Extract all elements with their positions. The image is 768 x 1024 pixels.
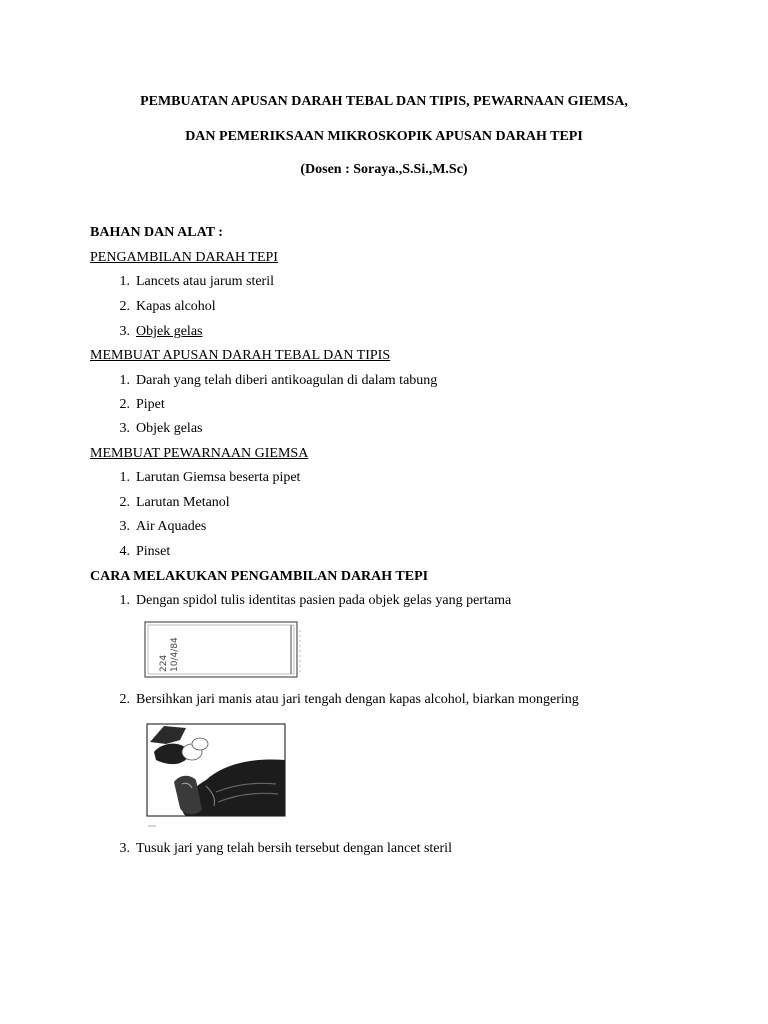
list-item-number: 4. — [119, 544, 130, 559]
list-item: Objek gelas — [136, 421, 203, 436]
section-heading-pengambilan: PENGAMBILAN DARAH TEPI — [90, 250, 278, 265]
bahan-heading: BAHAN DAN ALAT : — [90, 225, 223, 240]
list-item: Objek gelas — [136, 324, 203, 339]
step-number: 2. — [119, 692, 130, 707]
section-heading-giemsa: MEMBUAT PEWARNAAN GIEMSA — [90, 446, 309, 461]
list-item-number: 2. — [119, 299, 130, 314]
list-item-number: 1. — [119, 373, 130, 388]
list-item-number: 2. — [119, 495, 130, 510]
list-item: Larutan Metanol — [136, 495, 230, 510]
title-line-2: DAN PEMERIKSAAN MIKROSKOPIK APUSAN DARAH TEPI — [185, 129, 583, 144]
list-item: Larutan Giemsa beserta pipet — [136, 470, 301, 485]
step-text: Tusuk jari yang telah bersih tersebut dengan lancet steril — [136, 841, 452, 856]
step-text: Bersihkan jari manis atau jari tengah dengan kapas alcohol, biarkan mongering — [136, 692, 579, 707]
slide-label-id: 224 — [159, 654, 169, 672]
list-item: Pinset — [136, 544, 171, 559]
slide-label-date: 10/4/84 — [170, 637, 180, 672]
title-line-1: PEMBUATAN APUSAN DARAH TEBAL DAN TIPIS, PEWARNAAN GIEMSA, — [140, 94, 628, 109]
cara-heading: CARA MELAKUKAN PENGAMBILAN DARAH TEPI — [90, 569, 429, 584]
section-heading-apusan: MEMBUAT APUSAN DARAH TEBAL DAN TIPIS — [90, 348, 391, 363]
list-item: Pipet — [136, 397, 165, 412]
list-item-number: 3. — [119, 519, 130, 534]
list-item-number: 3. — [119, 324, 130, 339]
list-item-number: 1. — [119, 274, 130, 289]
list-item-number: 2. — [119, 397, 130, 412]
list-item: Lancets atau jarum steril — [136, 274, 274, 289]
step-text: Dengan spidol tulis identitas pasien pada objek gelas yang pertama — [136, 593, 512, 608]
list-item-number: 1. — [119, 470, 130, 485]
step-number: 3. — [119, 841, 130, 856]
list-item: Darah yang telah diberi antikoagulan di dalam tabung — [136, 373, 438, 388]
finger-cleaning-figure — [146, 722, 288, 830]
list-item: Kapas alcohol — [136, 299, 216, 314]
step-number: 1. — [119, 593, 130, 608]
lecturer-line: (Dosen : Soraya.,S.Si.,M.Sc) — [300, 162, 468, 177]
cotton-swab-tuft — [192, 738, 208, 750]
glass-slide-figure — [144, 620, 306, 682]
list-item: Air Aquades — [136, 519, 207, 534]
list-item-number: 3. — [119, 421, 130, 436]
